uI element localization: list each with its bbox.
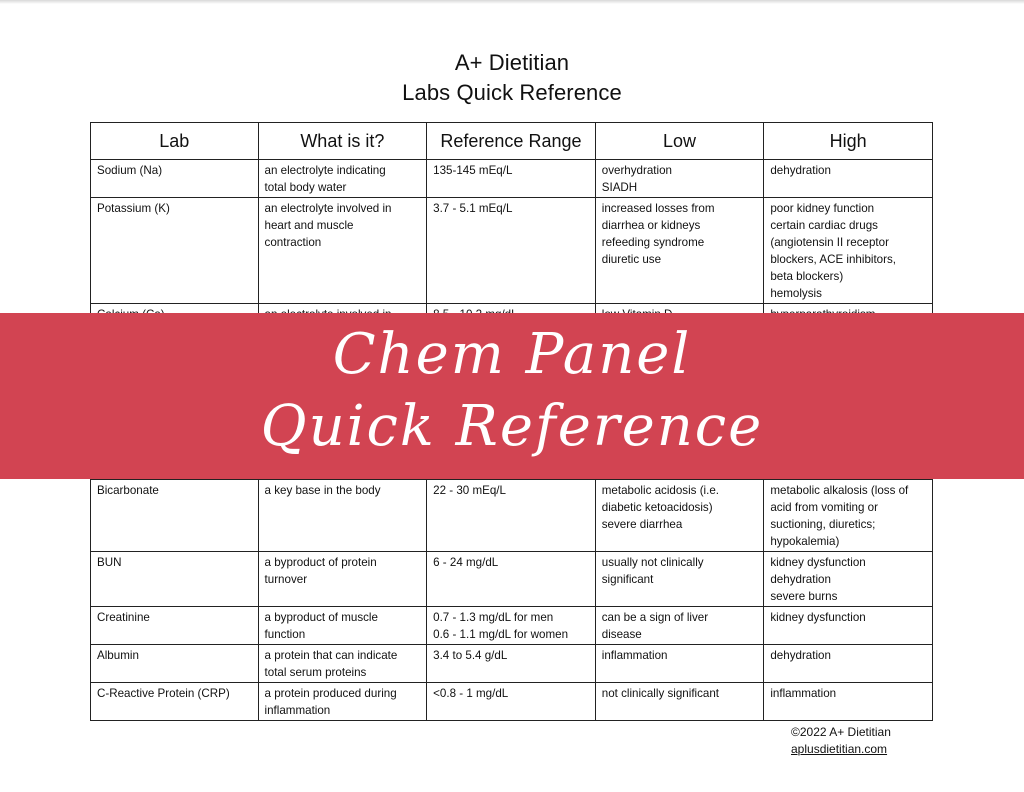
banner-subtitle: Quick Reference — [260, 394, 764, 459]
cell-high: inflammation — [764, 683, 933, 721]
cell-low: can be a sign of liver disease — [595, 607, 764, 645]
cell-lab: Sodium (Na) — [91, 160, 259, 198]
cell-low: not clinically significant — [595, 683, 764, 721]
table-row — [91, 160, 933, 198]
cell-low: usually not clinically significant — [595, 552, 764, 607]
cell-high: kidney dysfunction dehydration severe burns — [764, 552, 933, 607]
cell-low: overhydration SIADH — [595, 160, 764, 198]
cell-range: 22 - 30 mEq/L — [427, 480, 596, 552]
cell-low: metabolic acidosis (i.e. diabetic ketoacidosis) severe diarrhea — [595, 480, 764, 552]
cell-what: an electrolyte indicating total body water — [258, 160, 427, 198]
cell-range: 3.7 - 5.1 mEq/L — [427, 198, 596, 304]
cell-range: 6 - 24 mg/dL — [427, 552, 596, 607]
cell-lab: C-Reactive Protein (CRP) — [91, 683, 259, 721]
copyright-text: ©2022 A+ Dietitian — [791, 725, 891, 739]
cell-high: dehydration — [764, 160, 933, 198]
table-row — [91, 480, 933, 552]
cell-lab: Creatinine — [91, 607, 259, 645]
column-header-what: What is it? — [258, 123, 427, 160]
website-link[interactable]: aplusdietitian.com — [791, 742, 888, 756]
page-subtitle: Labs Quick Reference — [402, 80, 622, 105]
cell-range: 0.7 - 1.3 mg/dL for men 0.6 - 1.1 mg/dL for women — [427, 607, 596, 645]
column-header-low: Low — [595, 123, 764, 160]
cell-low: inflammation — [595, 645, 764, 683]
table-row — [91, 645, 933, 683]
cell-what: an electrolyte involved in heart and muscle contraction — [258, 198, 427, 304]
table-row — [91, 683, 933, 721]
cell-range: 3.4 to 5.4 g/dL — [427, 645, 596, 683]
cell-what: a byproduct of protein turnover — [258, 552, 427, 607]
cell-lab: Albumin — [91, 645, 259, 683]
cell-range: <0.8 - 1 mg/dL — [427, 683, 596, 721]
banner-title: Chem Panel — [332, 322, 692, 387]
cell-what: a key base in the body — [258, 480, 427, 552]
cell-what: a protein produced during inflammation — [258, 683, 427, 721]
cell-low: increased losses from diarrhea or kidneys refeeding syndrome diuretic use — [595, 198, 764, 304]
cell-what: a protein that can indicate total serum proteins — [258, 645, 427, 683]
page-title: A+ Dietitian — [454, 50, 570, 75]
page-top-edge — [0, 0, 1024, 4]
cell-high: metabolic alkalosis (loss of acid from vomiting or suctioning, diuretics; hypokalemia) — [764, 480, 933, 552]
cell-lab: Potassium (K) — [91, 198, 259, 304]
table-row — [91, 552, 933, 607]
column-header-lab: Lab — [91, 123, 259, 160]
cell-lab: BUN — [91, 552, 259, 607]
cell-lab: Bicarbonate — [91, 480, 259, 552]
column-header-range: Reference Range — [427, 123, 596, 160]
cell-range: 135-145 mEq/L — [427, 160, 596, 198]
cell-high: kidney dysfunction — [764, 607, 933, 645]
table-header-row — [91, 123, 933, 160]
table-row — [91, 607, 933, 645]
cell-high: poor kidney function certain cardiac drugs (angiotensin II receptor blockers, ACE inhibitors, beta blockers) hemolysis — [764, 198, 933, 304]
cell-high: dehydration — [764, 645, 933, 683]
table-row — [91, 198, 933, 304]
column-header-high: High — [764, 123, 933, 160]
cell-what: a byproduct of muscle function — [258, 607, 427, 645]
